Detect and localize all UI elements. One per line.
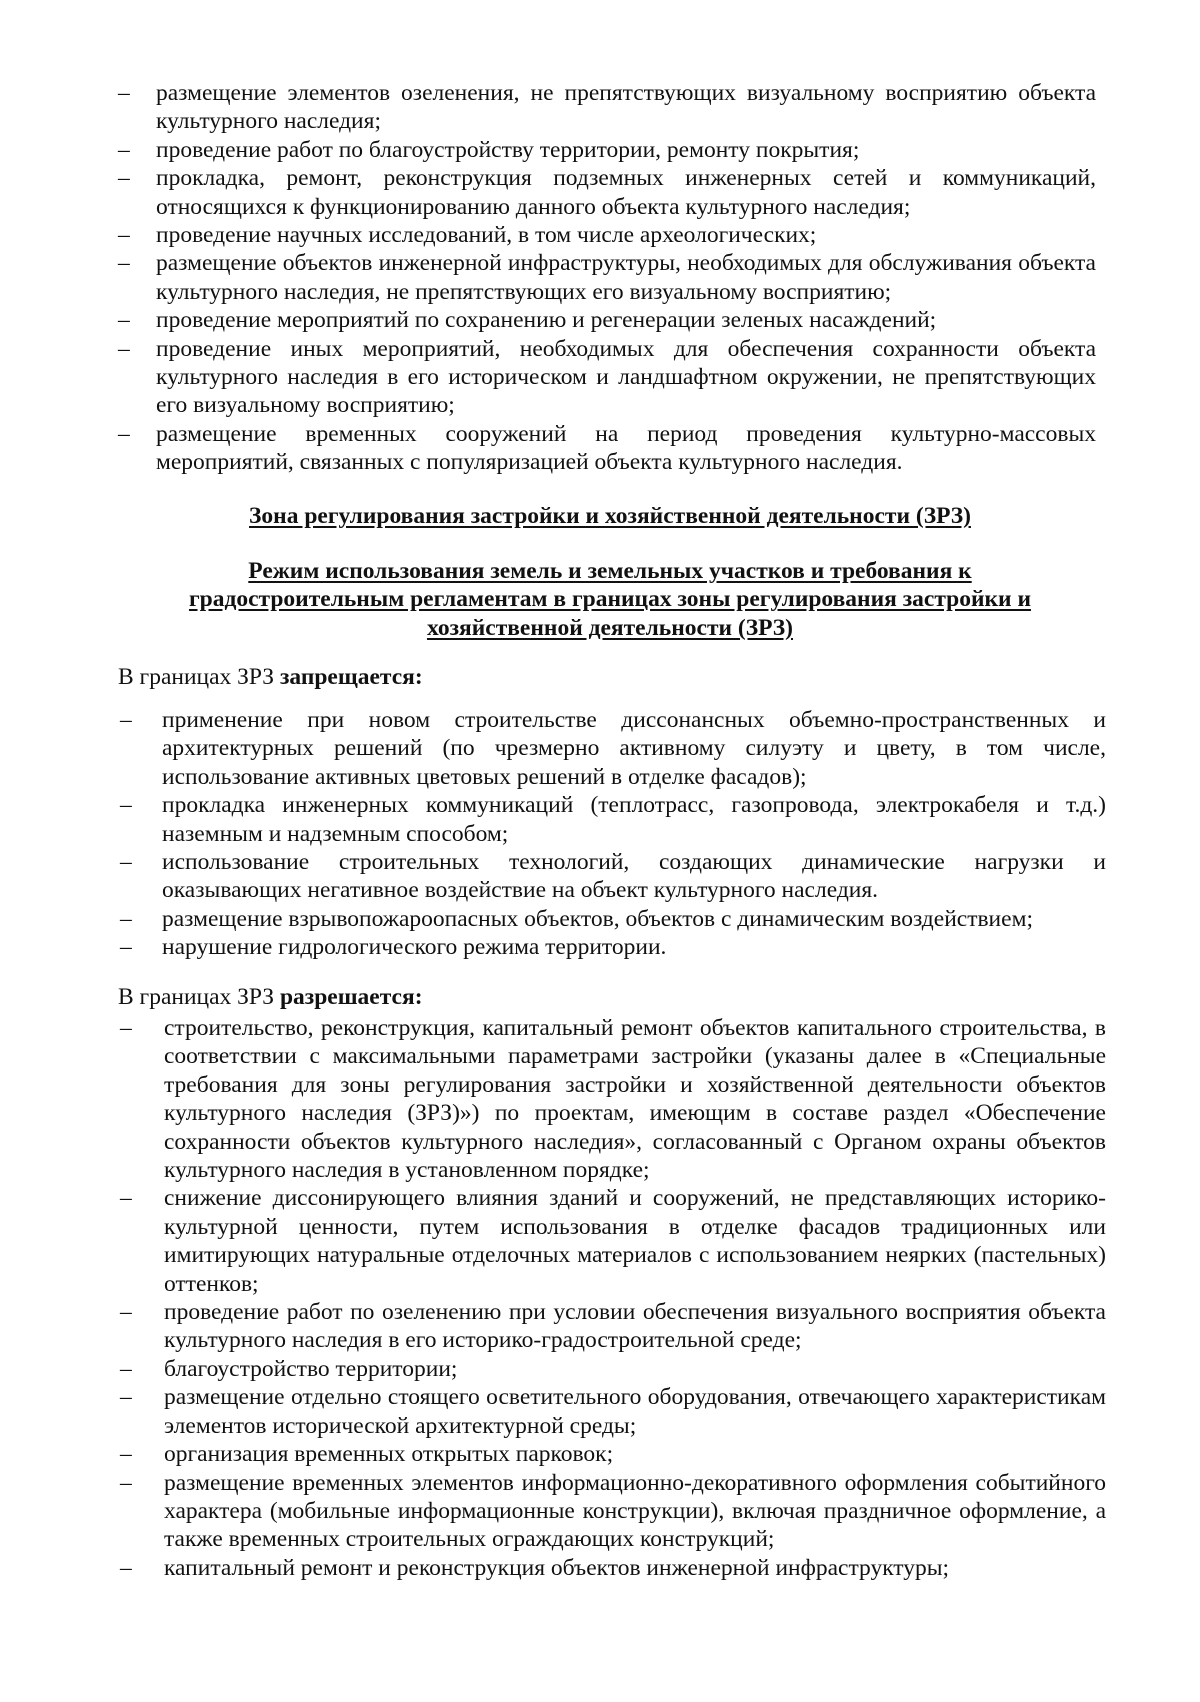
list-item: – прокладка, ремонт, реконструкция подземных инженерных сетей и коммуникаций, относящихся к функционированию данного объекта культурного наследия; xyxy=(118,165,1096,220)
regime-heading-line: хозяйственной деятельности (ЗРЗ) xyxy=(426,614,794,641)
dash-bullet: – xyxy=(120,1441,132,1468)
dash-bullet: – xyxy=(118,165,130,192)
list-item: – проведение работ по благоустройству территории, ремонту покрытия; xyxy=(118,136,860,163)
list-item: – применение при новом строительстве диссонансных объемно-пространственных и архитектурных решений (по чрезмерно активному силуэту и цвету, в том числе, использование активных цветовых решений в отделке фасадов); xyxy=(120,707,1106,790)
regime-heading xyxy=(120,557,1100,642)
list-item: – использование строительных технологий, создающих динамические нагрузки и оказывающих негативное воздействие на объект культурного наследия. xyxy=(120,849,1106,904)
prohibited-keyword: запрещается: xyxy=(279,664,423,690)
regime-heading-line: Режим использования земель и земельных участков и требования к xyxy=(248,558,972,584)
permitted-list xyxy=(120,1014,1106,1582)
list-item: – размещение временных элементов информационно-декоративного оформления событийного характера (мобильные информационные конструкции), включая праздничное оформление, а также временных строительных ограждающих конструкций; xyxy=(120,1469,1106,1553)
heritage-permitted-works-list xyxy=(118,79,1096,477)
dash-bullet: – xyxy=(120,1015,132,1041)
dash-bullet: – xyxy=(120,849,132,876)
dash-bullet: – xyxy=(118,80,130,106)
list-item: – прокладка инженерных коммуникаций (теплотрасс, газопровода, электрокабеля и т.д.) наземным и надземным способом; xyxy=(120,792,1106,847)
list-item: – капитальный ремонт и реконструкция объектов инженерной инфраструктуры; xyxy=(120,1554,950,1581)
list-item: – проведение мероприятий по сохранению и регенерации зеленых насаждений; xyxy=(118,307,937,334)
dash-bullet: – xyxy=(118,250,130,277)
list-item: – размещение взрывопожароопасных объектов, объектов с динамическим воздействием; xyxy=(120,905,1033,932)
list-item: – размещение элементов озеленения, не препятствующих визуальному восприятию объекта культурного наследия; xyxy=(118,80,1096,135)
dash-bullet: – xyxy=(120,1299,132,1326)
dash-bullet: – xyxy=(118,136,130,163)
dash-bullet: – xyxy=(120,905,132,932)
list-item: – организация временных открытых парковок; xyxy=(120,1441,614,1468)
dash-bullet: – xyxy=(118,222,130,249)
dash-bullet: – xyxy=(118,335,130,362)
dash-bullet: – xyxy=(120,792,132,819)
dash-bullet: – xyxy=(120,1185,132,1212)
dash-bullet: – xyxy=(120,1554,132,1581)
list-item: – проведение работ по озеленению при условии обеспечения визуального восприятия объекта культурного наследия в его историко-градостроительной среде; xyxy=(120,1299,1106,1354)
list-item: – благоустройство территории; xyxy=(120,1355,458,1382)
list-item: – снижение диссонирующего влияния зданий и сооружений, не представляющих историко-культурной ценности, путем использования в отделке фасадов традиционных или имитирующих натуральные отделочных материалов с использованием неярких (пастельных) оттенков; xyxy=(120,1185,1106,1297)
dash-bullet: – xyxy=(120,934,132,961)
list-item: – проведение иных мероприятий, необходимых для обеспечения сохранности объекта культурного наследия в его историческом и ландшафтном окружении, не препятствующих его визуальному восприятию; xyxy=(118,335,1096,419)
regime-heading-line: градостроительным регламентам в границах зоны регулирования застройки и xyxy=(188,586,1032,613)
dash-bullet: – xyxy=(118,420,130,447)
list-item: – проведение научных исследований, в том числе археологических; xyxy=(118,222,817,249)
zone-heading: Зона регулирования застройки и хозяйственной деятельности (ЗРЗ) xyxy=(249,503,971,529)
dash-bullet: – xyxy=(120,1384,132,1411)
prohibited-section-lead: В границах ЗРЗ запрещается: xyxy=(118,664,423,690)
dash-bullet: – xyxy=(120,1469,132,1496)
list-item: – размещение объектов инженерной инфраструктуры, необходимых для обслуживания объекта культурного наследия, не препятствующих его визуальному восприятию; xyxy=(118,250,1096,305)
prohibited-list xyxy=(120,706,1106,962)
permitted-keyword: разрешается: xyxy=(279,984,423,1010)
dash-bullet: – xyxy=(120,1355,132,1382)
permitted-section-lead: В границах ЗРЗ разрешается: xyxy=(118,984,423,1010)
list-item: – нарушение гидрологического режима территории. xyxy=(120,934,667,961)
list-item: – размещение временных сооружений на период проведения культурно-массовых мероприятий, связанных с популяризацией объекта культурного наследия. xyxy=(118,420,1096,476)
list-item: – строительство, реконструкция, капитальный ремонт объектов капитального строительства, в соответствии с максимальными параметрами застройки (указаны далее в «Специальные требования для зоны регулирования застройки и хозяйственной деятельности объектов культурного наследия (ЗРЗ)») по проектам, имеющим в составе раздел «Обеспечение сохранности объектов культурного наследия», согласованный с Органом охраны объектов культурного наследия в установленном порядке; xyxy=(120,1015,1106,1184)
list-item: – размещение отдельно стоящего осветительного оборудования, отвечающего характеристикам элементов исторической архитектурной среды; xyxy=(120,1384,1106,1439)
dash-bullet: – xyxy=(118,307,130,334)
dash-bullet: – xyxy=(120,707,132,733)
